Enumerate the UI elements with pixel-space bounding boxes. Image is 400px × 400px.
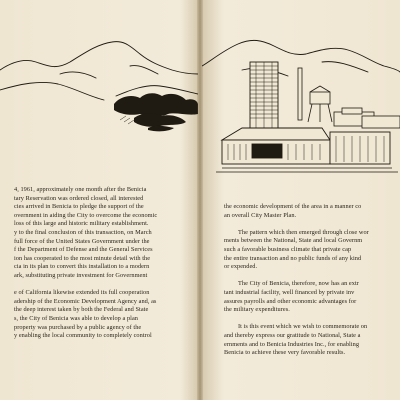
text-line: The pattern which then emerged through close wor xyxy=(238,228,369,236)
text-line: the entire transaction and no public funds of any kind xyxy=(224,254,362,262)
text-line: the economic development of the area in a manner co xyxy=(224,203,362,210)
text-line: 4, 1961, approximately one month after the Benicia xyxy=(14,186,147,193)
left-page xyxy=(0,0,198,400)
text-line: overnment in aiding the City to overcome the economic xyxy=(14,211,158,219)
text-line: full force of the United States Government under the xyxy=(14,237,150,245)
text-line: loss of this large and historic military establishment. xyxy=(14,220,149,228)
text-line: The City of Benicia, therefore, now has an extr xyxy=(238,280,359,288)
text-line: y to the final conclusion of this transaction, on March xyxy=(14,228,152,236)
text-line: It is this event which we wish to commemorate on xyxy=(238,323,368,331)
text-line: e of California likewise extended its full cooperation xyxy=(14,289,150,297)
text-line: ernments and to Benicia Industries Inc., for enabling xyxy=(224,340,360,348)
text-line: tant industrial facility, well financed by private inv xyxy=(224,288,355,296)
text-line: such a favorable business climate that private cap xyxy=(224,245,352,253)
text-line: and thereby express our gratitude to National, State a xyxy=(224,331,361,339)
hills-landscape-illustration xyxy=(0,0,198,180)
text-line: Benicia to achieve these very favorable results. xyxy=(224,349,346,357)
text-line: assures payrolls and other economic advantages for xyxy=(224,297,357,305)
text-line: an overall City Master Plan. xyxy=(224,211,297,219)
text-line: ion has cooperated to the most minute detail with the xyxy=(14,254,151,262)
text-line: ments between the National, State and local Governm xyxy=(224,237,363,245)
text-line: cies arrived in Benicia to pledge the support of the xyxy=(14,203,144,211)
text-line: the deep interest taken by both the Federal and State xyxy=(14,306,149,314)
text-line: property was purchased by a public agency of the xyxy=(14,323,142,331)
text-line: tary Reservation was ordered closed, all interested xyxy=(14,194,144,202)
right-page-body-text xyxy=(224,203,400,358)
text-line: adership of the Economic Development Agency and, as xyxy=(14,297,157,305)
right-page xyxy=(202,0,400,400)
industrial-plant-illustration xyxy=(202,0,400,200)
text-line: s, the City of Benicia was able to develop a plan xyxy=(14,314,138,322)
text-line: or expended. xyxy=(224,263,258,271)
text-line: ark, substituting private investment for Government xyxy=(14,271,148,279)
left-page-body-text xyxy=(0,186,196,341)
text-line: y enabling the local community to completely control xyxy=(14,332,152,340)
text-line: the military expenditures. xyxy=(224,306,290,314)
text-line: f the Department of Defense and the General Services xyxy=(14,246,153,254)
text-line: cia in its plan to convert this installation to a modern xyxy=(14,263,150,271)
